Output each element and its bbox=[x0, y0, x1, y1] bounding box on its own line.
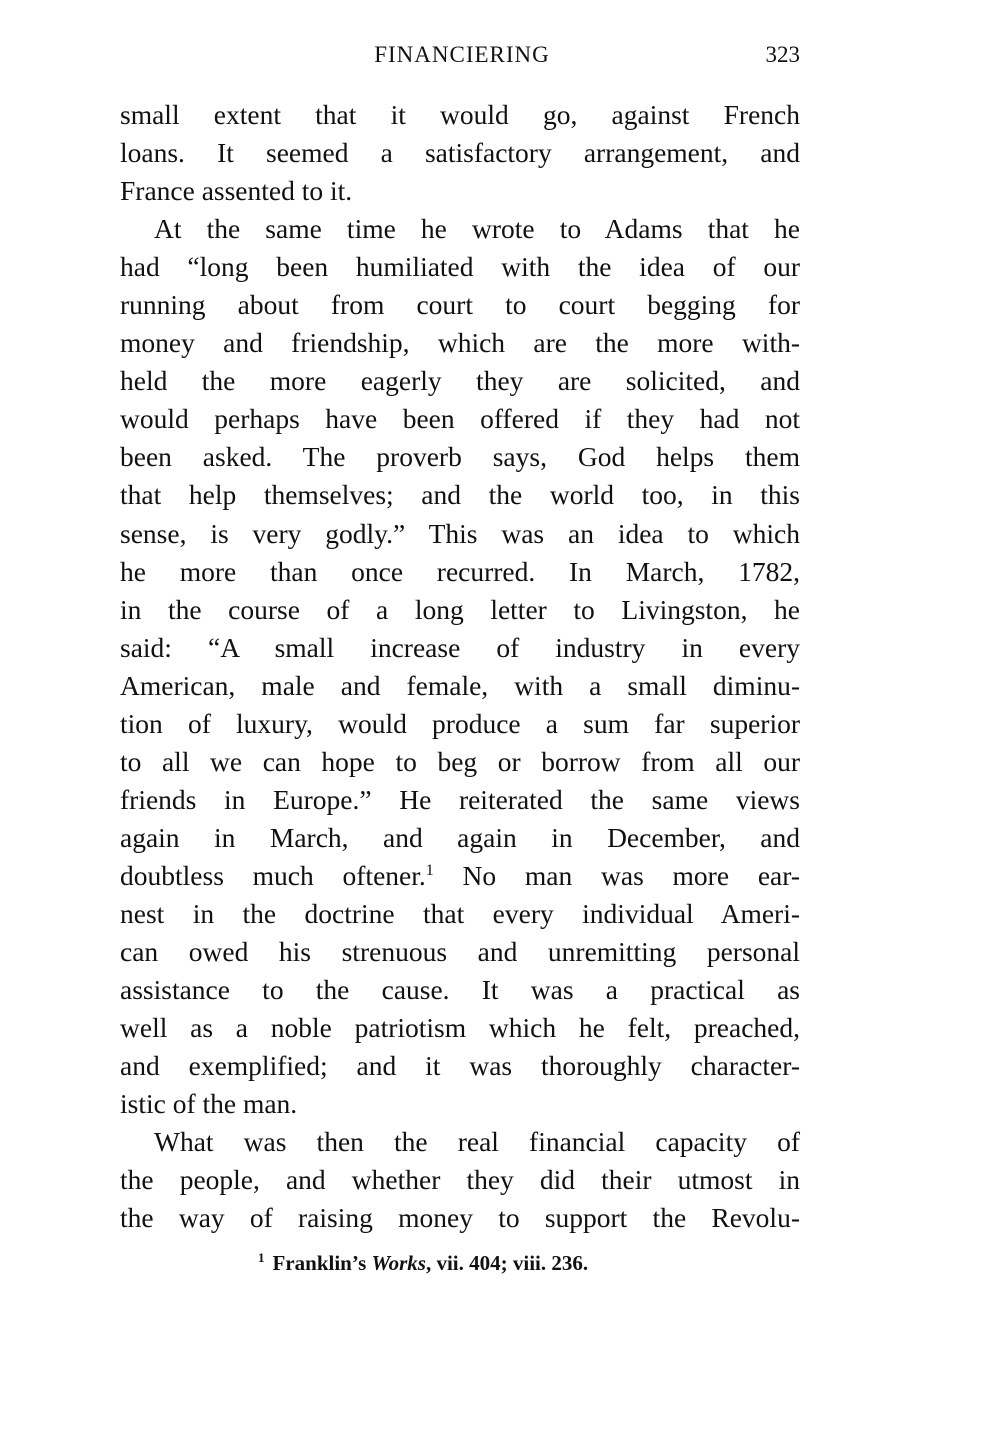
text-line: small extent that it would go, against French bbox=[120, 99, 800, 130]
text-line: he more than once recurred. In March, 1782, bbox=[120, 555, 800, 587]
footnote-marker: 1 bbox=[258, 1250, 265, 1265]
text-line: would perhaps have been offered if they had not bbox=[120, 403, 800, 435]
text-line: that help themselves; and the world too, in this bbox=[120, 479, 800, 511]
text-line: nest in the doctrine that every individual Ameri- bbox=[120, 897, 800, 929]
text-line: held the more eagerly they are solicited, and bbox=[120, 365, 800, 397]
text-line: istic of the man. bbox=[120, 1088, 298, 1120]
text-line: France assented to it. bbox=[120, 175, 353, 207]
text-line: sense, is very godly.” This was an idea to which bbox=[120, 517, 800, 549]
text-line: said: “A small increase of industry in every bbox=[120, 631, 800, 663]
text-line: well as a noble patriotism which he felt, preached, bbox=[120, 1012, 800, 1044]
paragraph bbox=[120, 96, 800, 210]
text-line: and exemplified; and it was thoroughly character- bbox=[120, 1050, 800, 1082]
text-line: can owed his strenuous and unremitting personal bbox=[120, 936, 800, 968]
text-line: money and friendship, which are the more with- bbox=[120, 327, 800, 359]
footnote bbox=[258, 1250, 588, 1276]
text-line: friends in Europe.” He reiterated the same views bbox=[120, 783, 800, 815]
text-line: loans. It seemed a satisfactory arrangement, and bbox=[120, 137, 800, 169]
footnote-reference: , vii. 404; viii. 236. bbox=[425, 1251, 589, 1275]
text-line: been asked. The proverb says, God helps them bbox=[120, 441, 800, 473]
text-segment: doubtless much oftener. bbox=[120, 859, 426, 891]
footnote-text: Franklin’s bbox=[272, 1251, 372, 1275]
text-segment: No man was more ear- bbox=[433, 859, 800, 891]
page-header bbox=[120, 42, 800, 76]
text-line: the people, and whether they did their utmost in bbox=[120, 1164, 800, 1196]
footnote-reference-marker: 1 bbox=[425, 861, 434, 879]
footnote-title: Works bbox=[371, 1251, 426, 1275]
text-line: What was then the real financial capacity of bbox=[154, 1126, 800, 1158]
text-line: assistance to the cause. It was a practical as bbox=[120, 974, 800, 1006]
text-line bbox=[120, 857, 800, 895]
paragraph bbox=[120, 210, 800, 1123]
paragraph bbox=[120, 1123, 800, 1237]
text-line: American, male and female, with a small diminu- bbox=[120, 669, 800, 701]
text-line: At the same time he wrote to Adams that he bbox=[154, 213, 800, 245]
body-text bbox=[120, 96, 800, 1237]
text-line: had “long been humiliated with the idea of our bbox=[120, 251, 800, 283]
text-line: again in March, and again in December, and bbox=[120, 821, 800, 853]
text-line: tion of luxury, would produce a sum far superior bbox=[120, 707, 800, 739]
text-line: the way of raising money to support the Revolu- bbox=[120, 1202, 800, 1234]
text-line: running about from court to court begging for bbox=[120, 289, 800, 321]
running-title: FINANCIERING bbox=[374, 42, 550, 67]
text-line: to all we can hope to beg or borrow from all our bbox=[120, 745, 800, 777]
page-number: 323 bbox=[765, 42, 800, 67]
text-line: in the course of a long letter to Livingston, he bbox=[120, 593, 800, 625]
